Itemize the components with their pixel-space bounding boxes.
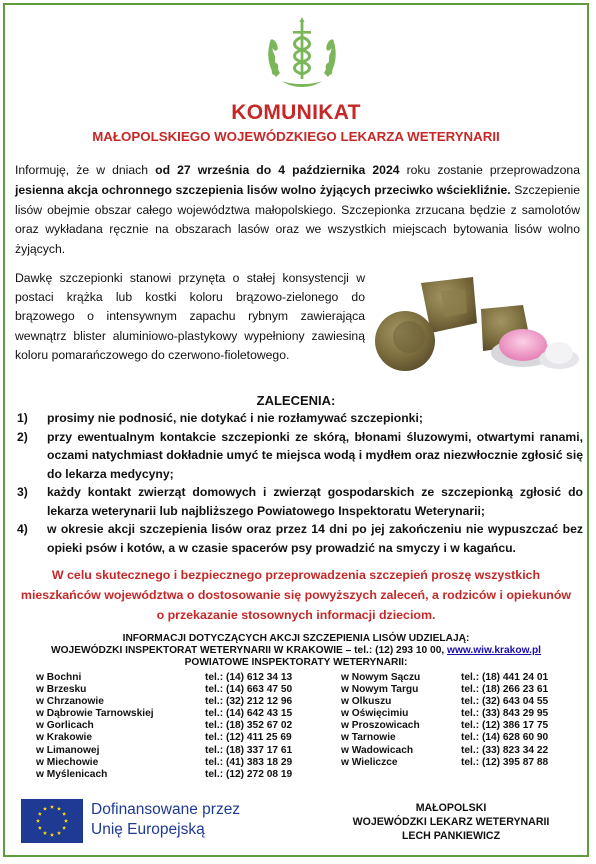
office-phone: tel.: (14) 612 34 13 xyxy=(205,672,293,683)
list-item-text: prosimy nie podnosić, nie dotykać i nie rozłamywać szczepionki; xyxy=(47,411,423,425)
intro-text-part1: Informuję, że w dniach xyxy=(15,163,156,177)
office-name: w Wieliczce xyxy=(341,756,398,768)
page-subtitle: MAŁOPOLSKIEGO WOJEWÓDZKIEGO LEKARZA WETERYNARII xyxy=(92,129,500,144)
office-phone: tel.: (18) 352 67 02 xyxy=(205,720,293,732)
list-item xyxy=(17,428,583,484)
recommendations-list xyxy=(17,409,583,557)
sign-line1: MAŁOPOLSKI xyxy=(415,802,487,814)
office-phone: tel.: (18) 337 17 61 xyxy=(205,744,293,756)
office-name: w Wadowicach xyxy=(341,744,414,756)
office-name: w Oświęcimiu xyxy=(341,708,409,720)
office-phone: tel.: (12) 411 25 69 xyxy=(205,732,292,744)
eu-line2: Unię Europejską xyxy=(91,821,205,838)
office-phone: tel.: (12) 272 08 19 xyxy=(205,768,293,780)
wiw-website-link[interactable]: www.wiw.krakow.pl xyxy=(447,644,542,656)
offices-right-phones xyxy=(461,672,548,769)
office-name: w Brzesku xyxy=(36,684,87,696)
info-line2 xyxy=(5,645,587,657)
list-item-number: 4) xyxy=(17,522,28,536)
sign-line2: WOJEWÓDZKI LEKARZ WETERYNARII xyxy=(352,816,550,829)
office-phone: tel.: (32) 212 12 96 xyxy=(205,696,293,708)
intro-text-rest: Szczepienie lisów obejmie obszar całego województwa małopolskiego. Szczepionka zrzucana będzie z samolotów oraz wykładana ręcznie na obszarach lasów oraz we wszystkich miejscach bytowania lisów wolno żyjących. xyxy=(15,182,580,257)
office-name: w Olkuszu xyxy=(341,696,392,708)
office-name: w Miechowie xyxy=(36,756,99,768)
list-item xyxy=(17,409,583,428)
signature-block xyxy=(321,801,581,844)
office-name: w Krakowie xyxy=(36,732,93,744)
office-phone: tel.: (33) 823 34 22 xyxy=(461,744,549,756)
contact-info-header xyxy=(5,633,587,668)
office-phone: tel.: (14) 628 60 90 xyxy=(461,732,549,744)
list-item-text: każdy kontakt zwierząt domowych i zwierząt gospodarskich ze szczepionką zgłosić do lekarza weterynarii lub najbliższego Powiatowego Inspektoratu Weterynarii; xyxy=(47,485,583,518)
offices-left-phones xyxy=(205,672,292,781)
intro-text-part2: roku zostanie przeprowadzona xyxy=(399,163,580,177)
info-line1: INFORMACJI DOTYCZĄCYCH AKCJI SZCZEPIENIA LISÓW UDZIELAJĄ: xyxy=(122,633,470,644)
list-item xyxy=(17,483,583,520)
list-item-text: w okresie akcji szczepienia lisów oraz przez 14 dni po jej zakończeniu nie wypuszczać bez opieki psów i kotów, a w czasie spacerów psy prowadzić na smyczy i w kagańcu. xyxy=(47,522,583,555)
office-name: w Gorlicach xyxy=(36,720,94,732)
eu-flag-icon xyxy=(21,799,83,843)
list-item-number: 2) xyxy=(17,429,28,444)
info-line2-text: WOJEWÓDZKI INSPEKTORAT WETERYNARII W KRAKOWIE – tel.: (12) 293 10 00, xyxy=(50,644,448,656)
recommendations-title: ZALECENIA: xyxy=(256,393,336,408)
veterinary-logo-icon xyxy=(262,15,342,95)
list-item-number: 1) xyxy=(17,411,28,425)
office-name: w Chrzanowie xyxy=(36,696,104,708)
vaccine-bait-image xyxy=(373,275,585,383)
office-name: w Nowym Targu xyxy=(341,684,419,696)
office-phone: tel.: (32) 643 04 55 xyxy=(461,696,549,708)
list-item xyxy=(17,520,583,557)
office-name: w Tarnowie xyxy=(341,732,396,744)
intro-dates: od 27 września do 4 października 2024 xyxy=(155,163,400,177)
appeal-paragraph: W celu skutecznego i bezpiecznego przeprowadzenia szczepień proszę wszystkich mieszkańców województwa o dostosowanie się powyższych zaleceń, a rodziców i opiekunów o przekazanie stosownych informacji dzieciom. xyxy=(20,568,572,622)
eu-funding-label xyxy=(91,800,240,840)
office-phone: tel.: (18) 266 23 61 xyxy=(461,684,549,696)
office-phone: tel.: (12) 395 87 88 xyxy=(461,756,549,768)
page-title: KOMUNIKAT xyxy=(231,101,361,124)
office-phone: tel.: (33) 843 29 95 xyxy=(461,708,549,720)
dose-description: Dawkę szczepionki stanowi przynęta o stałej konsystencji w postaci krążka lub kostki koloru brązowo-zielonego do brązowego o intensywnym zapachu rybnym zawierająca wewnątrz blister aluminiowo-plastykowy wypełniony zawiesiną koloru pomarańczowego do czerwono-fioletowego. xyxy=(15,271,365,362)
office-name: w Limanowej xyxy=(36,744,100,756)
intro-action: jesienna akcja ochronnego szczepienia lisów wolno żyjących przeciwko wściekliźnie. xyxy=(15,182,511,197)
offices-left-names xyxy=(36,672,154,781)
sign-line3: LECH PANKIEWICZ xyxy=(401,830,501,843)
office-phone: tel.: (12) 386 17 75 xyxy=(461,720,549,732)
office-name: w Bochni xyxy=(36,672,82,683)
office-phone: tel.: (14) 663 47 50 xyxy=(205,684,293,696)
intro-paragraph xyxy=(15,161,580,260)
office-name: w Nowym Sączu xyxy=(341,672,421,683)
notice-page xyxy=(3,3,589,857)
office-name: w Proszowicach xyxy=(341,720,420,732)
list-item-text: przy ewentualnym kontakcie szczepionki ze skórą, błonami śluzowymi, otwartymi ranami, oczami natychmiast dokładnie umyć te miejsca wodą i mydłem oraz niezwłocznie zgłosić się do lekarza medycyny; xyxy=(47,429,583,481)
eu-line1: Dofinansowane przez xyxy=(91,801,241,818)
info-line3: POWIATOWE INSPEKTORATY WETERYNARII: xyxy=(184,656,408,668)
offices-right-names xyxy=(341,672,420,769)
office-name: w Dąbrowie Tarnowskiej xyxy=(36,708,154,720)
office-phone: tel.: (41) 383 18 29 xyxy=(205,756,293,768)
office-phone: tel.: (18) 441 24 01 xyxy=(461,672,549,683)
list-item-number: 3) xyxy=(17,485,28,499)
office-phone: tel.: (14) 642 43 15 xyxy=(205,708,293,720)
office-name: w Myślenicach xyxy=(36,768,108,780)
